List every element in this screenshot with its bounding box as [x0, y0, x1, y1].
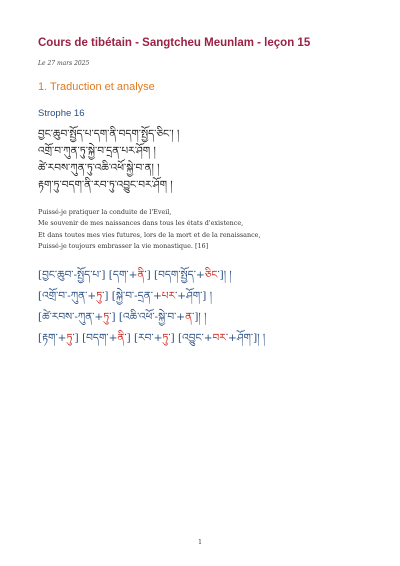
- analysis-segment: ་] [འཆི་འཕོ་-སྐྱེ་བ་+: [109, 311, 186, 323]
- translation-line: Puissé-je toujours embrasser la vie monastique. [16]: [38, 241, 209, 250]
- tibetan-verse: [38, 126, 179, 194]
- analysis-segment: [རྟག་+: [38, 332, 67, 344]
- section-heading: 1. Traduction et analyse: [38, 81, 155, 93]
- analysis-line: [38, 265, 265, 286]
- tibetan-line: བྱང་ཆུབ་སྤྱོད་པ་དག་ནི་བདག་སྤྱོད་ཅིང་། །: [38, 128, 180, 140]
- analysis-particle: ཏུ: [162, 332, 169, 344]
- tibetan-line: རྟག་ཏུ་བདག་ནི་རབ་ཏུ་འབྱུང་བར་ཤོག །: [38, 179, 173, 191]
- analysis-line: [38, 328, 265, 349]
- analysis-line: [38, 286, 265, 307]
- analysis-segment: ་] [འབྱུང་+: [168, 332, 213, 344]
- analysis-particle: ཏུ: [66, 332, 73, 344]
- page-title: Cours de tibétain - Sangtcheu Meunlam - leçon 15: [38, 37, 311, 49]
- analysis-segment: ་]། །: [217, 269, 232, 281]
- analysis-particle: ནི: [117, 332, 125, 344]
- analysis-particle: པར: [161, 290, 176, 302]
- tibetan-line: འགྲོ་བ་ཀུན་ཏུ་སྐྱེ་བ་དྲན་པར་ཤོག །: [38, 145, 156, 157]
- page-number: 1: [198, 539, 202, 546]
- analysis-segment: [འགྲོ་བ་-ཀུན་+: [38, 290, 97, 302]
- analysis-segment: ་] [བདག་སྤྱོད་+: [144, 269, 205, 281]
- translation-line: Puissé-je pratiquer la conduite de l'Eveil,: [38, 208, 172, 216]
- analysis-segment: ་+ཤོག་] །: [175, 290, 213, 302]
- translation-line: Et dans toutes mes vies futures, lors de la mort et de la renaissance,: [38, 230, 261, 239]
- french-translation: [38, 207, 261, 252]
- grammatical-analysis: [38, 265, 265, 349]
- analysis-particle: ཏུ: [96, 290, 103, 302]
- analysis-segment: ་]། །: [192, 311, 207, 323]
- analysis-segment: ་] [སྐྱེ་བ་-དྲན་+: [102, 290, 162, 302]
- tibetan-line: ཚེ་རབས་ཀུན་ཏུ་འཆི་འཕོ་སྐྱེ་བ་ན། །: [38, 162, 160, 174]
- strophe-heading: Strophe 16: [38, 108, 85, 119]
- analysis-particle: ན: [185, 311, 193, 323]
- analysis-segment: [ཚེ་རབས་-ཀུན་+: [38, 311, 104, 323]
- analysis-segment: [བྱང་ཆུབ་-སྤྱོད་པ་] [དག་+: [38, 269, 138, 281]
- translation-line: Me souvenir de mes naissances dans tous les états d'existence,: [38, 219, 244, 228]
- analysis-particle: ནི: [137, 269, 145, 281]
- analysis-particle: ཅིང: [204, 269, 218, 281]
- analysis-particle: ཏུ: [103, 311, 110, 323]
- analysis-segment: ་+ཤོག་]། །: [225, 332, 266, 344]
- analysis-segment: ་] [རབ་+: [124, 332, 163, 344]
- analysis-segment: ་] [བདག་+: [72, 332, 118, 344]
- analysis-line: [38, 307, 265, 328]
- document-date: Le 27 mars 2025: [38, 60, 90, 67]
- analysis-particle: བར: [212, 332, 226, 344]
